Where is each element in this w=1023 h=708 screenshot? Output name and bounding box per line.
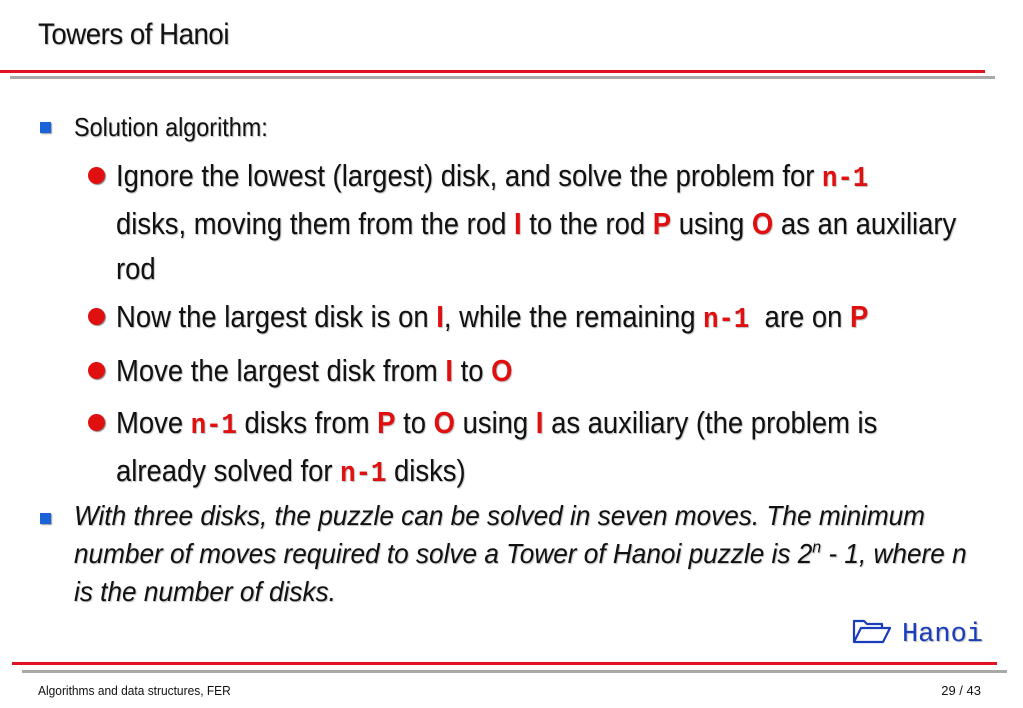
rod-label: I (445, 353, 453, 388)
rod-label: I (513, 206, 522, 241)
code-n-minus-1: n-1 (340, 457, 387, 490)
text-run: as an auxiliary rod (116, 206, 957, 286)
bullet-dot-icon (88, 167, 105, 184)
bullet-square-icon (40, 513, 51, 524)
sub-bullet-largest-on-i (116, 294, 966, 342)
slide-title: Towers of Hanoi (38, 18, 230, 51)
text-run: , while the remaining (443, 299, 704, 334)
bullet-three-disks (74, 497, 972, 611)
bullet-solution-algorithm: Solution algorithm: (74, 112, 268, 142)
rod-label: O (491, 353, 513, 388)
text-run: using (454, 405, 536, 440)
sub-bullet-move-n-minus-1 (116, 400, 966, 496)
sub-bullet-ignore-lowest (116, 153, 966, 291)
hanoi-link-label[interactable]: Hanoi (901, 620, 983, 650)
text-run: to (395, 405, 434, 440)
bottom-divider-red (12, 662, 997, 665)
rod-label: O (751, 206, 774, 241)
text-run: - 1, where n is the number of disks. (74, 538, 967, 607)
text-run: Move the largest disk from (116, 353, 446, 388)
folder-icon (852, 618, 892, 644)
text-run: Move (116, 405, 191, 440)
sub-bullet-move-largest (116, 348, 966, 393)
rod-label: O (433, 405, 455, 440)
bullet-dot-icon (88, 414, 105, 431)
rod-label: I (535, 405, 544, 440)
text-run: are on (749, 299, 850, 334)
code-n-minus-1: n-1 (822, 162, 869, 195)
footer-course-name: Algorithms and data structures, FER (38, 683, 231, 698)
superscript-n: n (812, 537, 822, 557)
bullet-dot-icon (88, 362, 105, 379)
bottom-divider-gray (22, 670, 1007, 673)
text-run: to the rod (521, 206, 653, 241)
text-run: disks, moving them from the rod (116, 206, 514, 241)
text-run: Ignore the lowest (largest) disk, and solve the problem for (116, 158, 823, 193)
text-run: using (671, 206, 752, 241)
rod-label: I (436, 299, 444, 334)
text-run: With three disks, the puzzle can be solved in seven moves. The minimum number of moves required to solve a Tower of Hanoi puzzle is 2 (74, 500, 925, 569)
text-run: Now the largest disk is on (116, 299, 437, 334)
bullet-dot-icon (88, 308, 105, 325)
text-run: to (452, 353, 492, 388)
text-run: disks) (386, 453, 466, 488)
hanoi-folder-link[interactable] (852, 618, 983, 650)
text-run: disks from (236, 405, 378, 440)
bullet-square-icon (40, 122, 51, 133)
top-divider-gray (10, 76, 995, 79)
rod-label: P (377, 405, 396, 440)
footer-page-number: 29 / 43 (941, 683, 981, 698)
top-divider-red (0, 70, 985, 73)
code-n-minus-1: n-1 (190, 409, 237, 442)
rod-label: P (849, 299, 869, 334)
rod-label: P (652, 206, 672, 241)
code-n-minus-1: n-1 (703, 303, 750, 336)
text-run: as auxiliary (the problem is already solved for (116, 405, 878, 488)
